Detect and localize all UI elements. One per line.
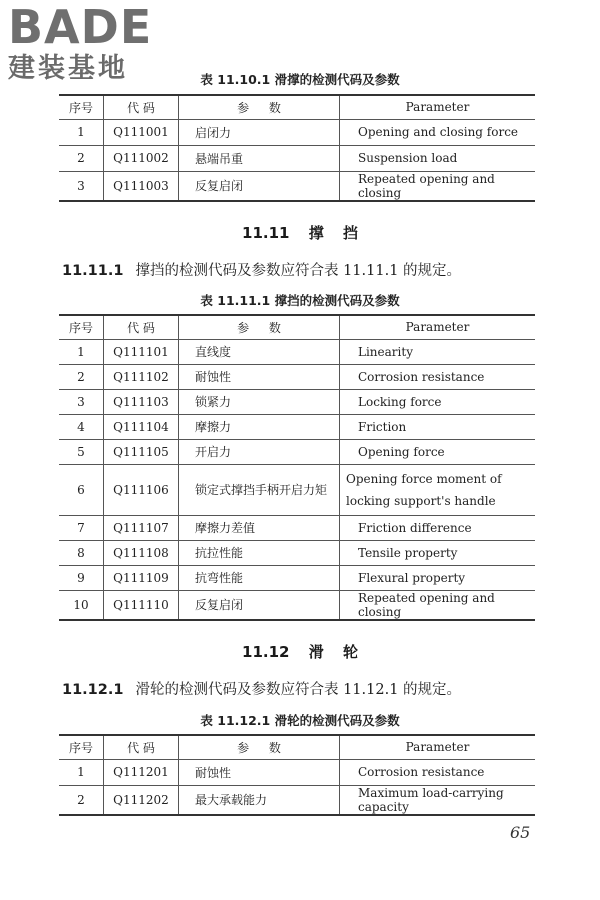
cell-code: Q111002 xyxy=(104,145,179,171)
cell-index: 2 xyxy=(59,145,104,171)
cell-param-en: Linearity xyxy=(340,339,536,364)
table-row xyxy=(59,339,535,364)
cell-index: 5 xyxy=(59,439,104,464)
table-row xyxy=(59,540,535,565)
cell-param-en: Corrosion resistance xyxy=(340,759,536,785)
table-row xyxy=(59,145,535,171)
cell-code: Q111102 xyxy=(104,364,179,389)
cell-code: Q111003 xyxy=(104,171,179,201)
clause-text: 滑轮的检测代码及参数应符合表 11.12.1 的规定。 xyxy=(135,682,462,698)
table-row xyxy=(59,515,535,540)
cell-code: Q111104 xyxy=(104,414,179,439)
cell-code: Q111110 xyxy=(104,590,179,620)
cell-index: 1 xyxy=(59,119,104,145)
table-header-row xyxy=(59,315,535,339)
cell-index: 1 xyxy=(59,339,104,364)
cell-param-cn: 耐蚀性 xyxy=(179,759,340,785)
section-title-11-11: 11.11 撑 挡 xyxy=(242,224,358,242)
table-row xyxy=(59,119,535,145)
table-row xyxy=(59,439,535,464)
cell-code: Q111001 xyxy=(104,119,179,145)
cell-code: Q111103 xyxy=(104,389,179,414)
cell-param-cn: 抗拉性能 xyxy=(179,540,340,565)
cell-param-cn: 悬端吊重 xyxy=(179,145,340,171)
table-caption: 表 11.11.1 撑挡的检测代码及参数 xyxy=(200,293,400,308)
cell-code: Q111202 xyxy=(104,785,179,815)
cell-param-cn: 耐蚀性 xyxy=(179,364,340,389)
cell-index: 7 xyxy=(59,515,104,540)
cell-index: 6 xyxy=(59,464,104,515)
cell-param-cn: 锁定式撑挡手柄开启力矩 xyxy=(179,464,340,515)
cell-param-en: Locking force xyxy=(340,389,536,414)
cell-param-cn: 反复启闭 xyxy=(179,590,340,620)
cell-index: 10 xyxy=(59,590,104,620)
cell-code: Q111107 xyxy=(104,515,179,540)
cell-index: 2 xyxy=(59,785,104,815)
table-row xyxy=(59,389,535,414)
cell-code: Q111105 xyxy=(104,439,179,464)
table-11-11-1 xyxy=(59,314,535,621)
table-row xyxy=(59,364,535,389)
table-row xyxy=(59,759,535,785)
clause-number: 11.11.1 xyxy=(62,263,124,279)
cell-param-en: Repeated opening and closing xyxy=(340,171,536,201)
table-row xyxy=(59,565,535,590)
table-11-12-1 xyxy=(59,734,535,816)
table-row xyxy=(59,464,535,515)
header-param-cn: 参 数 xyxy=(179,315,340,339)
logo-subtitle: 建装基地 xyxy=(8,53,128,84)
header-param-cn: 参 数 xyxy=(179,95,340,119)
cell-code: Q111109 xyxy=(104,565,179,590)
header-param-en: Parameter xyxy=(340,95,536,119)
cell-param-cn: 锁紧力 xyxy=(179,389,340,414)
cell-index: 3 xyxy=(59,171,104,201)
cell-param-en: Tensile property xyxy=(340,540,536,565)
cell-param-cn: 直线度 xyxy=(179,339,340,364)
table-row xyxy=(59,171,535,201)
cell-param-cn: 摩擦力差值 xyxy=(179,515,340,540)
cell-param-en: Corrosion resistance xyxy=(340,364,536,389)
cell-param-en: Opening force moment of locking support's handle xyxy=(340,464,536,515)
table-11-10-1 xyxy=(59,94,535,202)
cell-param-en: Maximum load-carrying capacity xyxy=(340,785,536,815)
cell-index: 4 xyxy=(59,414,104,439)
cell-param-cn: 开启力 xyxy=(179,439,340,464)
header-code: 代 码 xyxy=(104,735,179,759)
cell-index: 8 xyxy=(59,540,104,565)
header-param-en: Parameter xyxy=(340,315,536,339)
table-header-row xyxy=(59,735,535,759)
cell-param-cn: 摩擦力 xyxy=(179,414,340,439)
cell-index: 9 xyxy=(59,565,104,590)
section-title-11-12: 11.12 滑 轮 xyxy=(242,643,358,661)
table-row xyxy=(59,785,535,815)
cell-param-en: Friction xyxy=(340,414,536,439)
cell-param-en: Friction difference xyxy=(340,515,536,540)
cell-param-cn: 反复启闭 xyxy=(179,171,340,201)
cell-code: Q111106 xyxy=(104,464,179,515)
cell-index: 1 xyxy=(59,759,104,785)
header-code: 代 码 xyxy=(104,95,179,119)
cell-param-en: Opening and closing force xyxy=(340,119,536,145)
cell-index: 2 xyxy=(59,364,104,389)
table-row xyxy=(59,414,535,439)
header-index: 序号 xyxy=(59,735,104,759)
header-param-cn: 参 数 xyxy=(179,735,340,759)
cell-code: Q111101 xyxy=(104,339,179,364)
header-index: 序号 xyxy=(59,315,104,339)
header-param-en: Parameter xyxy=(340,735,536,759)
table-row xyxy=(59,590,535,620)
cell-param-en: Opening force xyxy=(340,439,536,464)
clause-number: 11.12.1 xyxy=(62,682,124,698)
cell-param-en: Flexural property xyxy=(340,565,536,590)
table-caption: 表 11.10.1 滑撑的检测代码及参数 xyxy=(200,72,400,87)
cell-code: Q111201 xyxy=(104,759,179,785)
cell-param-cn: 最大承载能力 xyxy=(179,785,340,815)
cell-param-cn: 启闭力 xyxy=(179,119,340,145)
cell-param-en: Suspension load xyxy=(340,145,536,171)
table-header-row xyxy=(59,95,535,119)
clause-text: 撑挡的检测代码及参数应符合表 11.11.1 的规定。 xyxy=(135,263,462,279)
clause-11-11-1 xyxy=(62,259,562,280)
cell-code: Q111108 xyxy=(104,540,179,565)
table-caption: 表 11.12.1 滑轮的检测代码及参数 xyxy=(200,713,400,728)
logo-wordmark: BADE xyxy=(8,0,153,54)
cell-param-cn: 抗弯性能 xyxy=(179,565,340,590)
clause-11-12-1 xyxy=(62,678,562,699)
cell-index: 3 xyxy=(59,389,104,414)
header-index: 序号 xyxy=(59,95,104,119)
header-code: 代 码 xyxy=(104,315,179,339)
page-number: 65 xyxy=(510,823,531,842)
cell-param-en: Repeated opening and closing xyxy=(340,590,536,620)
